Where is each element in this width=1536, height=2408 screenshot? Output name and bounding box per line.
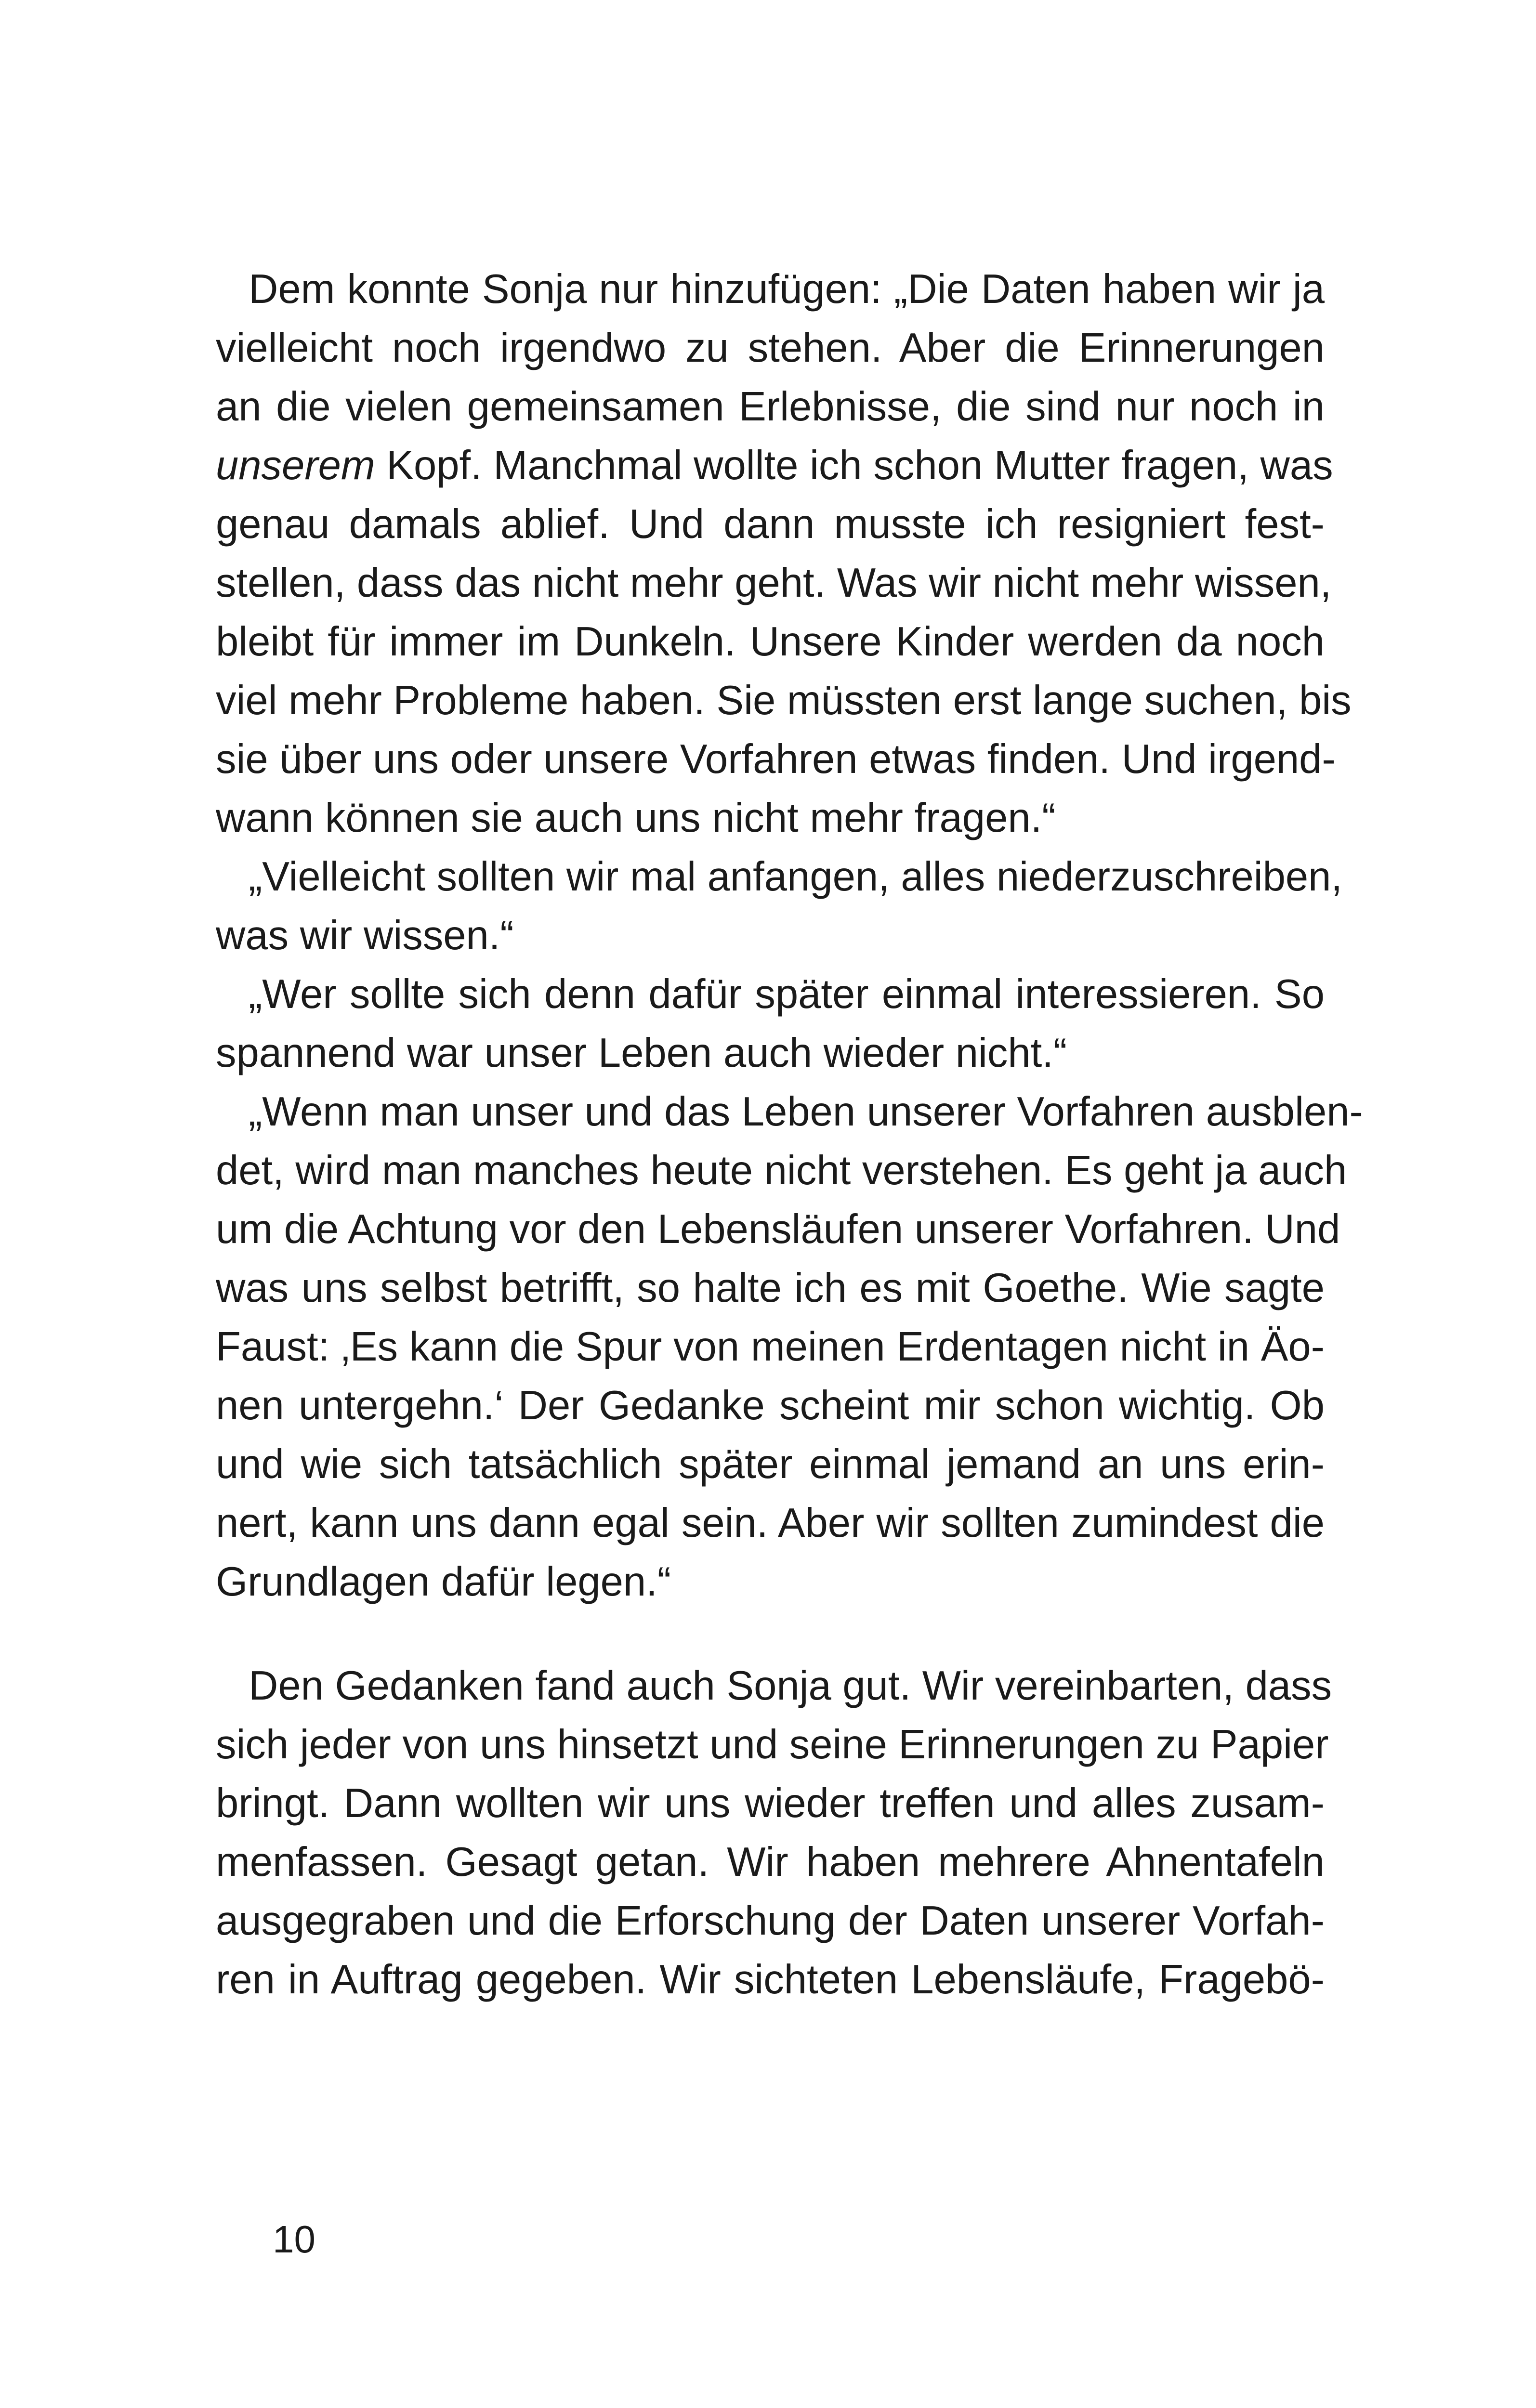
paragraph-agreement xyxy=(216,1657,1332,2009)
text-line: menfassen. Gesagt getan. Wir haben mehrere Ahnentafeln xyxy=(216,1839,1325,1885)
text-line: was uns selbst betrifft, so halte ich es mit Goethe. Wie sagte xyxy=(216,1265,1325,1311)
text-line: stellen, dass das nicht mehr geht. Was wir nicht mehr wissen, xyxy=(216,560,1332,606)
text-line: det, wird man manches heute nicht verstehen. Es geht ja auch xyxy=(216,1148,1347,1193)
page-number: 10 xyxy=(273,2218,315,2261)
text-line: sie über uns oder unsere Vorfahren etwas finden. Und irgend- xyxy=(216,736,1336,782)
text-line: ren in Auftrag gegeben. Wir sichteten Lebensläufe, Fragebö- xyxy=(216,1957,1325,2002)
text-line: ausgegraben und die Erforschung der Daten unserer Vorfah- xyxy=(216,1898,1325,1944)
text-line: Faust: ‚Es kann die Spur von meinen Erdentagen nicht in Äo- xyxy=(216,1324,1325,1370)
text-line: was wir wissen.“ xyxy=(216,913,514,958)
text-line: bringt. Dann wollten wir uns wieder treffen und alles zusam- xyxy=(216,1780,1325,1826)
text-line: sich jeder von uns hinsetzt und seine Erinnerungen zu Papier xyxy=(216,1722,1329,1767)
text-line: viel mehr Probleme haben. Sie müssten erst lange suchen, bis xyxy=(216,678,1352,723)
emphasized-word: unserem xyxy=(216,443,375,488)
text-line: bleibt für immer im Dunkeln. Unsere Kinder werden da noch xyxy=(216,619,1325,665)
text-line: nen untergehn.‘ Der Gedanke scheint mir schon wichtig. Ob xyxy=(216,1383,1325,1428)
text-line xyxy=(216,436,1333,495)
text-line: an die vielen gemeinsamen Erlebnisse, die sind nur noch in xyxy=(216,384,1325,430)
paragraph-dialogue xyxy=(216,260,1363,1611)
text-line: Grundlagen dafür legen.“ xyxy=(216,1559,671,1605)
text-line: „Vielleicht sollten wir mal anfangen, alles niederzuschreiben, xyxy=(249,854,1343,900)
text-line: nert, kann uns dann egal sein. Aber wir sollten zumindest die xyxy=(216,1500,1325,1546)
text-line: vielleicht noch irgendwo zu stehen. Aber die Erinnerungen xyxy=(216,325,1325,371)
text-line: und wie sich tatsächlich später einmal jemand an uns erin- xyxy=(216,1441,1325,1487)
text-line: Dem konnte Sonja nur hinzufügen: „Die Daten haben wir ja xyxy=(249,266,1325,312)
line-text: Kopf. Manchmal wollte ich schon Mutter fragen, was xyxy=(375,443,1333,488)
text-line: wann können sie auch uns nicht mehr fragen.“ xyxy=(216,795,1056,841)
text-line: genau damals ablief. Und dann musste ich resigniert fest- xyxy=(216,501,1325,547)
text-line: „Wenn man unser und das Leben unserer Vorfahren ausblen- xyxy=(249,1089,1363,1135)
text-line: um die Achtung vor den Lebensläufen unserer Vorfahren. Und xyxy=(216,1206,1340,1252)
text-line: „Wer sollte sich denn dafür später einmal interessieren. So xyxy=(249,971,1325,1017)
text-line: Den Gedanken fand auch Sonja gut. Wir vereinbarten, dass xyxy=(249,1663,1332,1709)
text-line: spannend war unser Leben auch wieder nicht.“ xyxy=(216,1030,1067,1076)
